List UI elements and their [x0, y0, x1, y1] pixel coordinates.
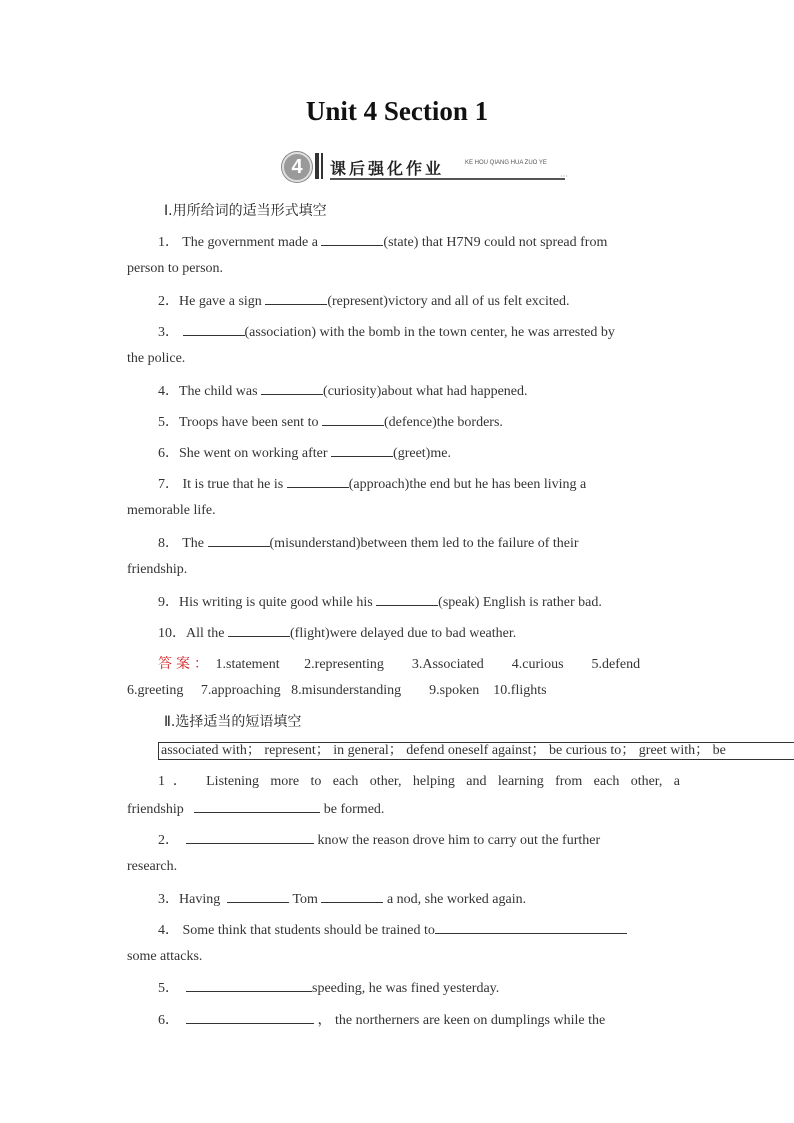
question-4: 4．The child was (curiosity)about what had happened.	[158, 384, 528, 399]
s2-question-5: 5． speeding, he was fined yesterday.	[158, 981, 500, 996]
s2-blank-2[interactable]	[186, 831, 314, 844]
blank-2[interactable]	[265, 292, 327, 305]
s2-question-4: 4． Some think that students should be trained to	[158, 919, 627, 939]
s2-question-2: 2． know the reason drove him to carry out the further	[158, 833, 601, 848]
question-1-cont: person to person.	[127, 261, 224, 276]
section2-heading: Ⅱ.选择适当的短语填空	[164, 714, 302, 730]
blank-7[interactable]	[287, 475, 349, 488]
phrase-bank-box: associated with； represent； in general； defend oneself against； be curious to； greet with； be	[158, 742, 794, 760]
answers-line-1: 答案： 1.statement 2.representing 3.Associated 4.curious 5.defend	[158, 656, 641, 672]
blank-4[interactable]	[261, 382, 323, 395]
unit-badge: 4	[282, 152, 312, 182]
banner-title: 课后强化作业	[330, 159, 445, 178]
s2-question-2-cont: research.	[127, 859, 178, 874]
s2-question-6: 6． ， the northerners are keen on dumplings while the	[158, 1013, 606, 1028]
answers-label: 答案：	[158, 656, 212, 672]
question-1: 1． The government made a (state) that H7N9 could not spread from	[158, 235, 608, 250]
question-2: 2．He gave a sign (represent)victory and all of us felt excited.	[158, 294, 570, 309]
question-9: 9．His writing is quite good while his (speak) English is rather bad.	[158, 595, 602, 610]
s2-blank-4[interactable]	[435, 921, 627, 934]
blank-1[interactable]	[321, 233, 383, 246]
answers-line-2: 6.greeting 7.approaching 8.misunderstanding 9.spoken 10.flights	[127, 683, 547, 698]
blank-9[interactable]	[376, 593, 438, 606]
section1-heading: Ⅰ.用所给词的适当形式填空	[164, 203, 327, 219]
s2-blank-6[interactable]	[186, 1011, 314, 1024]
question-3-cont: the police.	[127, 351, 186, 366]
banner-pinyin: KE HOU QIANG HUA ZUO YE	[465, 160, 547, 166]
banner-dots-decoration: ···	[560, 172, 568, 181]
question-7-cont: memorable life.	[127, 503, 216, 518]
blank-6[interactable]	[331, 444, 393, 457]
question-3: 3． (association) with the bomb in the town center, he was arrested by	[158, 325, 615, 340]
s2-blank-5[interactable]	[186, 979, 312, 992]
s2-question-1: 1． Listening more to each other, helping and learning from each other, a	[158, 774, 680, 789]
question-6: 6．She went on working after (greet)me.	[158, 446, 451, 461]
banner-bars-decoration	[315, 153, 325, 179]
question-10: 10．All the (flight)were delayed due to bad weather.	[158, 626, 517, 641]
s2-blank-3b[interactable]	[321, 890, 383, 903]
section-banner	[282, 150, 567, 184]
banner-underline	[330, 178, 565, 180]
s2-question-4-cont: some attacks.	[127, 949, 203, 964]
s2-question-3: 3．Having Tom a nod, she worked again.	[158, 892, 527, 907]
blank-8[interactable]	[208, 534, 270, 547]
question-5: 5．Troops have been sent to (defence)the borders.	[158, 415, 503, 430]
question-8: 8． The (misunderstand)between them led to the failure of their	[158, 536, 579, 551]
blank-5[interactable]	[322, 413, 384, 426]
page-title: Unit 4 Section 1	[305, 96, 489, 126]
s2-blank-1[interactable]	[194, 800, 320, 813]
blank-3[interactable]	[183, 323, 245, 336]
s2-blank-3a[interactable]	[227, 890, 289, 903]
question-8-cont: friendship.	[127, 562, 188, 577]
s2-question-1-cont: friendship be formed.	[127, 802, 385, 817]
blank-10[interactable]	[228, 624, 290, 637]
question-7: 7． It is true that he is (approach)the end but he has been living a	[158, 477, 587, 492]
